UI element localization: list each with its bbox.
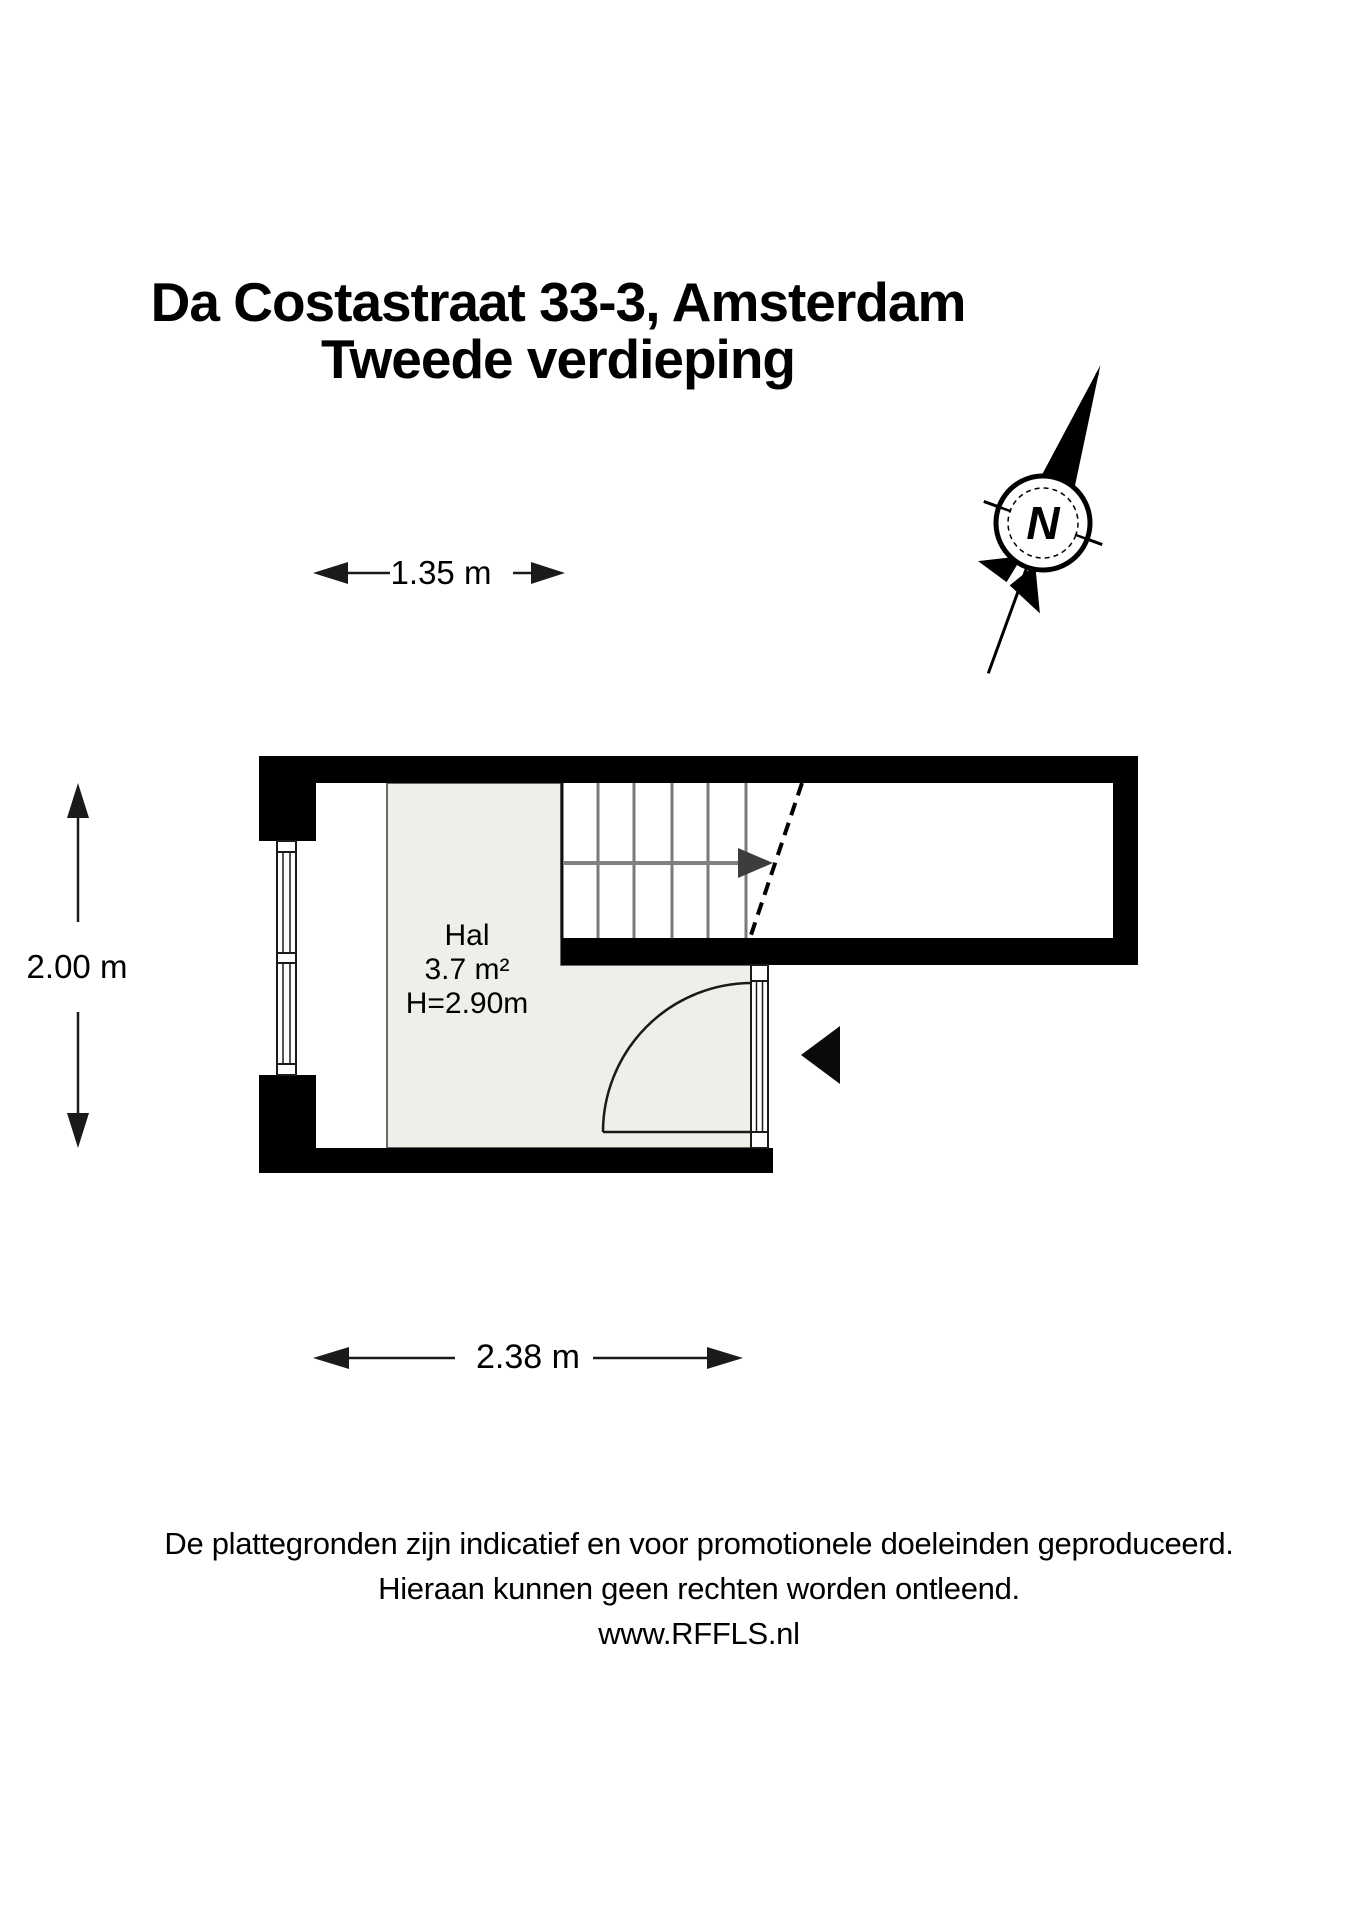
left-upper-wall-block (259, 756, 316, 841)
compass-north-label: N (1026, 497, 1060, 549)
room-label-hal (317, 919, 617, 1021)
right-wall (1113, 756, 1138, 965)
room-ceiling-height: H=2.90m (405, 987, 529, 1020)
plan-title-floor: Tweede verdieping (320, 328, 796, 390)
disclaimer (40, 1521, 1358, 1656)
disclaimer-website: www.RFFLS.nl (598, 1616, 800, 1651)
stair-direction-arrow-icon (564, 848, 773, 878)
dim-arrowhead-left (313, 1347, 349, 1369)
dimension-left-label: 2.00 m (26, 948, 128, 985)
disclaimer-line1: De plattegronden zijn indicatief en voor promotionele doeleinden geproduceerd. (164, 1526, 1234, 1561)
dim-arrowhead-up (67, 783, 89, 818)
plan-title-address: Da Costastraat 33-3, Amsterdam (150, 271, 966, 333)
dim-arrowhead-down (67, 1113, 89, 1148)
window (277, 841, 296, 1075)
entrance-arrow-icon (801, 1026, 840, 1084)
middle-wall (561, 938, 1138, 965)
room-name: Hal (444, 919, 490, 952)
disclaimer-line2: Hieraan kunnen geen rechten worden ontleend. (378, 1571, 1020, 1606)
bottom-wall (259, 1148, 773, 1173)
dimension-bottom-label: 2.38 m (476, 1338, 580, 1376)
plan-title (0, 271, 1116, 390)
door-frame (751, 965, 768, 1148)
room-area: 3.7 m² (424, 953, 510, 986)
staircase (562, 783, 802, 938)
top-wall (259, 756, 1138, 783)
north-compass-icon (929, 344, 1160, 695)
dimension-top-label: 1.35 m (390, 554, 492, 591)
dim-arrowhead-right (707, 1347, 743, 1369)
